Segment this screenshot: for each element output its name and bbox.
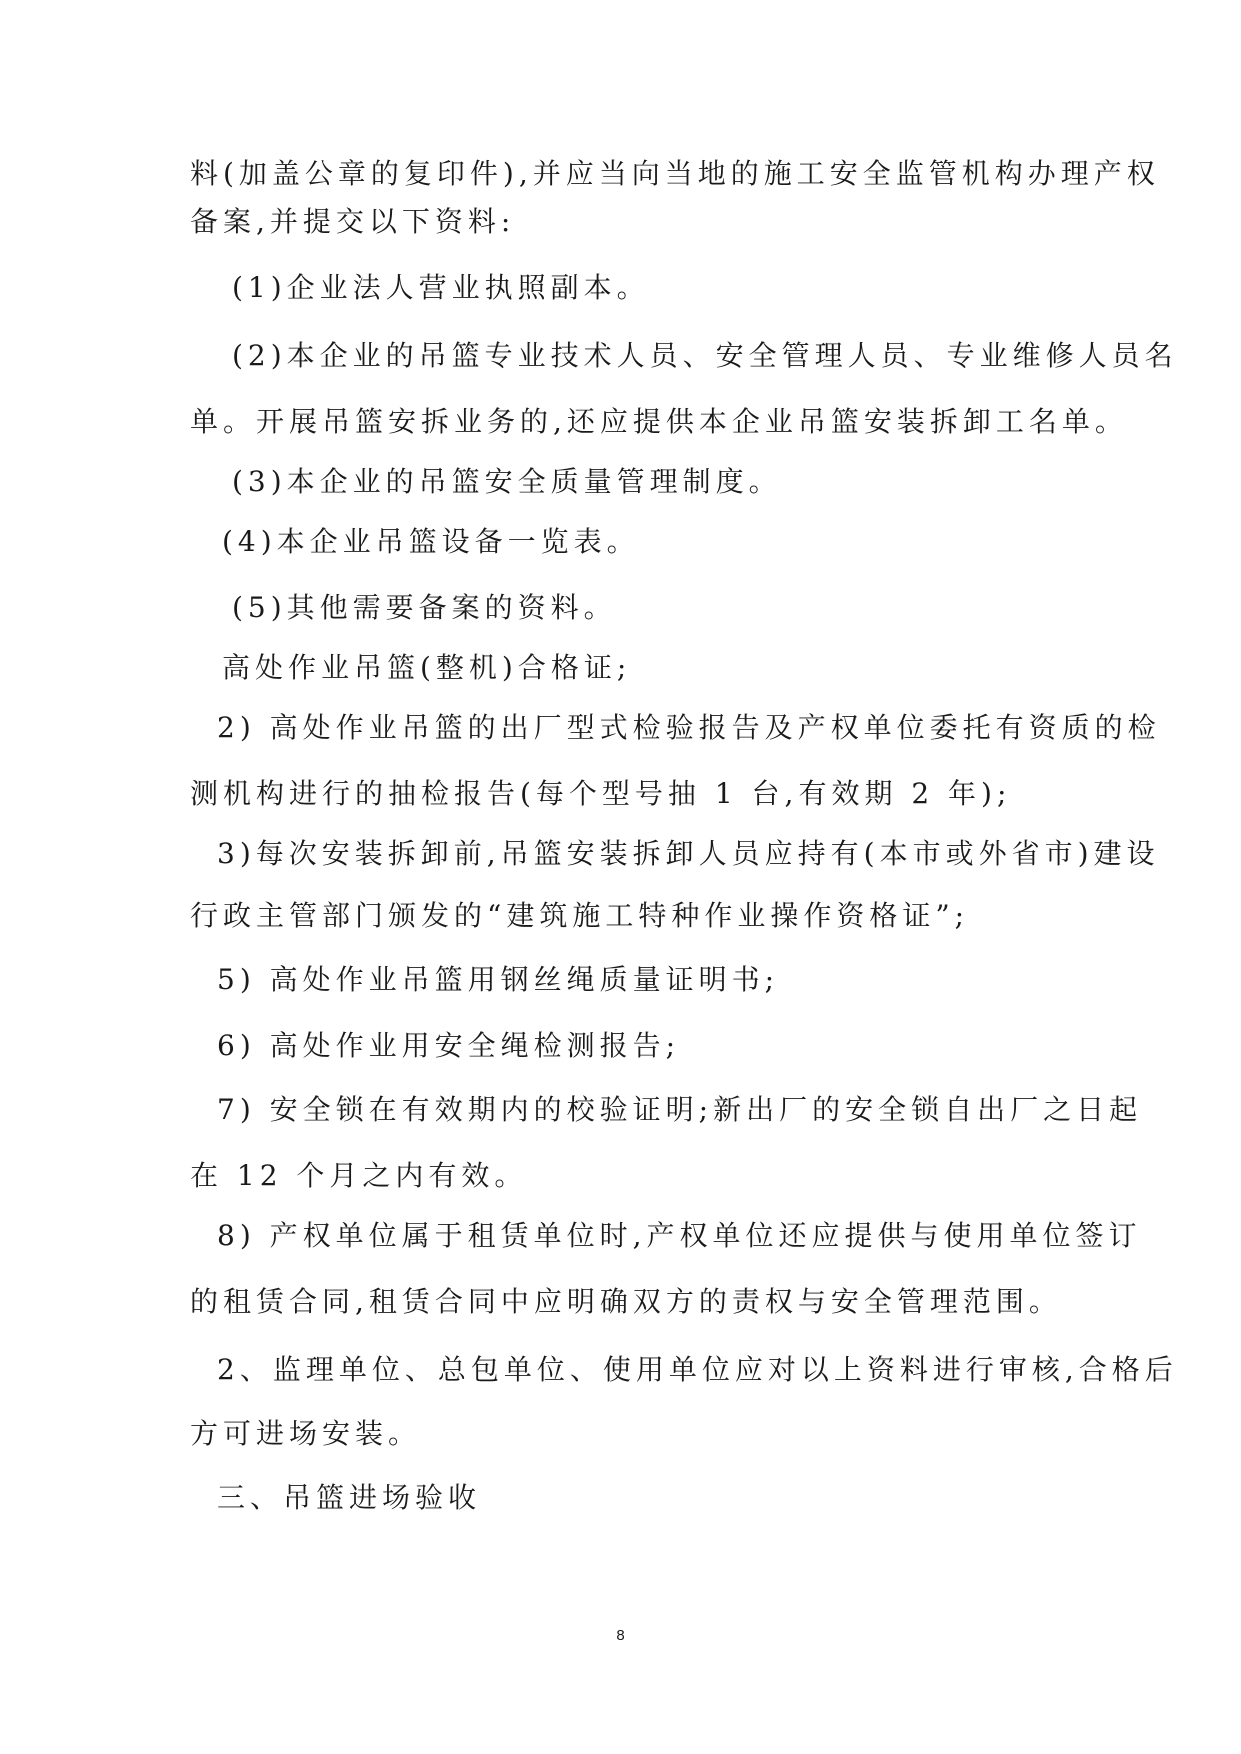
item-7-line-1: 7) 安全锁在有效期内的校验证明;新出厂的安全锁自出厂之日起 — [217, 1093, 1143, 1126]
item-3-line-1: 3)每次安装拆卸前,吊篮安装拆卸人员应持有(本市或外省市)建设 — [217, 837, 1160, 870]
text-line-5: 单。开展吊篮安拆业务的,还应提供本企业吊篮安装拆卸工名单。 — [190, 405, 1128, 438]
item-6-line: 6) 高处作业用安全绳检测报告; — [217, 1029, 681, 1062]
item-3-line-2: 行政主管部门颁发的“建筑施工特种作业操作资格证”; — [190, 899, 970, 932]
item-7-line-2: 在 12 个月之内有效。 — [190, 1159, 528, 1192]
item-8-line-2: 的租赁合同,租赁合同中应明确双方的责权与安全管理范围。 — [190, 1285, 1062, 1318]
text-line-1: 料(加盖公章的复印件),并应当向当地的施工安全监管机构办理产权 — [190, 157, 1160, 190]
item-2-line-1: 2) 高处作业吊篮的出厂型式检验报告及产权单位委托有资质的检 — [217, 711, 1161, 744]
list-item-4: (4)本企业吊篮设备一览表。 — [222, 525, 640, 558]
text-line-2: 备案,并提交以下资料: — [190, 205, 516, 238]
list-item-5: (5)其他需要备案的资料。 — [232, 591, 617, 624]
list-item-1: (1)企业法人营业执照副本。 — [232, 271, 650, 304]
section-heading-3: 三、吊篮进场验收 — [217, 1481, 482, 1514]
list-item-2: (2)本企业的吊篮专业技术人员、安全管理人员、专业维修人员名 — [232, 339, 1178, 372]
text-line-9: 高处作业吊篮(整机)合格证; — [222, 651, 632, 684]
item-5-line: 5) 高处作业吊篮用钢丝绳质量证明书; — [217, 963, 780, 996]
section-2-line-1: 2、监理单位、总包单位、使用单位应对以上资料进行审核,合格后 — [217, 1353, 1178, 1386]
section-2-line-2: 方可进场安装。 — [190, 1417, 422, 1450]
item-2-line-2: 测机构进行的抽检报告(每个型号抽 1 台,有效期 2 年); — [190, 777, 1012, 810]
page-number: 8 — [616, 1627, 625, 1644]
list-item-3: (3)本企业的吊篮安全质量管理制度。 — [232, 465, 782, 498]
item-8-line-1: 8) 产权单位属于租赁单位时,产权单位还应提供与使用单位签订 — [217, 1219, 1142, 1252]
